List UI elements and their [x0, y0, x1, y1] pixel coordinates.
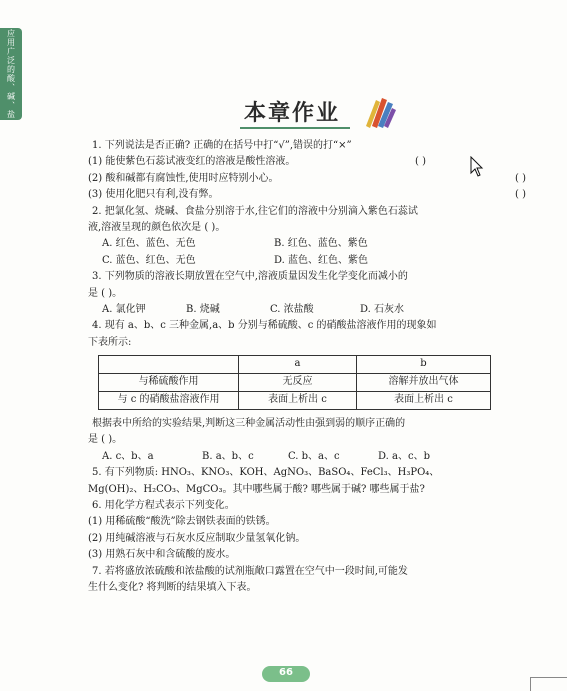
- table-header-cell: b: [357, 356, 491, 374]
- table-row: [99, 374, 491, 392]
- page-title: 本章作业: [244, 101, 341, 126]
- q3-stem-line-2: 是 ( )。: [88, 287, 123, 299]
- title-underline: [240, 127, 350, 129]
- q6-stem: 6. 用化学方程式表示下列变化。: [92, 500, 235, 512]
- q5-line-2: Mg(OH)₂、H₂CO₃、MgCO₃。其中哪些属于酸? 哪些属于碱? 哪些属于盐?: [88, 483, 425, 495]
- q2-option-b[interactable]: B. 红色、蓝色、紫色: [274, 238, 368, 250]
- chapter-side-tab: [0, 28, 22, 120]
- q4-options: [88, 449, 526, 465]
- page-number: 66: [279, 667, 293, 678]
- q1-item-2: [88, 171, 526, 187]
- metal-reaction-table: [98, 355, 491, 410]
- exercise-content: [88, 138, 526, 596]
- q6-item-1: (1) 用稀硫酸“酸洗”除去钢铁表面的铁锈。: [88, 516, 276, 528]
- q2-option-c[interactable]: C. 蓝色、红色、无色: [102, 254, 196, 266]
- q1-item-1-blank[interactable]: ( ): [415, 156, 426, 168]
- q1-item-1: [88, 154, 526, 170]
- q2-stem-line-1: 2. 把氯化氢、烧碱、食盐分别溶于水,往它们的溶液中分别滴入紫色石蕊试: [92, 205, 418, 217]
- table-row: [99, 392, 491, 410]
- books-decoration-icon: [362, 96, 398, 130]
- q4-option-c[interactable]: C. b、a、c: [288, 450, 340, 462]
- table-cell: 表面上析出 c: [357, 392, 491, 410]
- q4-stem-line-2: 下表所示:: [88, 336, 132, 348]
- q2-options-row-1: [88, 236, 526, 252]
- q6-item-3: (3) 用熟石灰中和含硫酸的废水。: [88, 549, 236, 561]
- q2-option-d[interactable]: D. 蓝色、红色、紫色: [274, 254, 369, 266]
- table-cell: 表面上析出 c: [239, 392, 357, 410]
- page-corner-mark: [530, 677, 567, 691]
- table-cell: 与稀硫酸作用: [99, 374, 239, 392]
- table-header-cell: [99, 356, 239, 374]
- q6-item-2: (2) 用纯碱溶液与石灰水反应制取少量氢氧化钠。: [88, 532, 306, 544]
- q1-item-3-text: (3) 使用化肥只有利,没有弊。: [88, 189, 219, 201]
- table-cell: 与 c 的硝酸盐溶液作用: [99, 392, 239, 410]
- q5-line-1: 5. 有下列物质: HNO₃、KNO₃、KOH、AgNO₃、BaSO₄、FeCl₃、H₃PO₄、: [92, 467, 440, 479]
- table-cell: 溶解并放出气体: [357, 374, 491, 392]
- q3-option-a[interactable]: A. 氯化钾: [102, 303, 146, 315]
- table-header-row: [99, 356, 491, 374]
- q1-item-1-text: (1) 能使紫色石蕊试液变红的溶液是酸性溶液。: [88, 156, 296, 168]
- table-header-cell: a: [239, 356, 357, 374]
- q4-option-a[interactable]: A. c、b、a: [102, 450, 154, 462]
- q1-item-3-blank[interactable]: ( ): [515, 189, 526, 201]
- q4-option-b[interactable]: B. a、b、c: [202, 450, 254, 462]
- q1-stem: 1. 下列说法是否正确? 正确的在括号中打“√”,错误的打“×”: [92, 140, 352, 151]
- q1-item-2-blank[interactable]: ( ): [515, 172, 526, 184]
- q4-after-line-1: 根据表中所给的实验结果,判断这三种金属活动性由强到弱的顺序正确的: [92, 418, 406, 430]
- chapter-side-tab-label: 应用广泛的酸、碱、盐: [6, 29, 16, 119]
- q2-options-row-2: [88, 253, 526, 269]
- q4-stem-line-1: 4. 现有 a、b、c 三种金属,a、b 分别与稀硫酸、c 的硝酸盐溶液作用的现象如: [92, 320, 437, 332]
- q2-option-a[interactable]: A. 红色、蓝色、无色: [102, 238, 196, 250]
- q1-item-3: [88, 187, 526, 203]
- q3-options: [88, 302, 526, 318]
- q3-option-d[interactable]: D. 石灰水: [360, 303, 405, 315]
- q4-after-line-2: 是 ( )。: [88, 434, 123, 446]
- q1-item-2-text: (2) 酸和碱都有腐蚀性,使用时应特别小心。: [88, 172, 279, 184]
- q2-stem-line-2: 液,溶液呈现的颜色依次是 ( )。: [88, 221, 226, 233]
- q7-line-1: 7. 若将盛放浓硫酸和浓盐酸的试剂瓶敞口露置在空气中一段时间,可能发: [92, 565, 408, 577]
- q3-option-c[interactable]: C. 浓盐酸: [270, 303, 314, 315]
- q3-stem-line-1: 3. 下列物质的溶液长期放置在空气中,溶液质量因发生化学变化而减小的: [92, 271, 408, 283]
- q3-option-b[interactable]: B. 烧碱: [186, 303, 220, 315]
- q7-line-2: 生什么变化? 将判断的结果填入下表。: [88, 581, 257, 593]
- page-number-badge: [262, 666, 310, 682]
- table-cell: 无反应: [239, 374, 357, 392]
- chapter-title-block: [230, 96, 410, 136]
- q4-option-d[interactable]: D. a、c、b: [378, 450, 430, 462]
